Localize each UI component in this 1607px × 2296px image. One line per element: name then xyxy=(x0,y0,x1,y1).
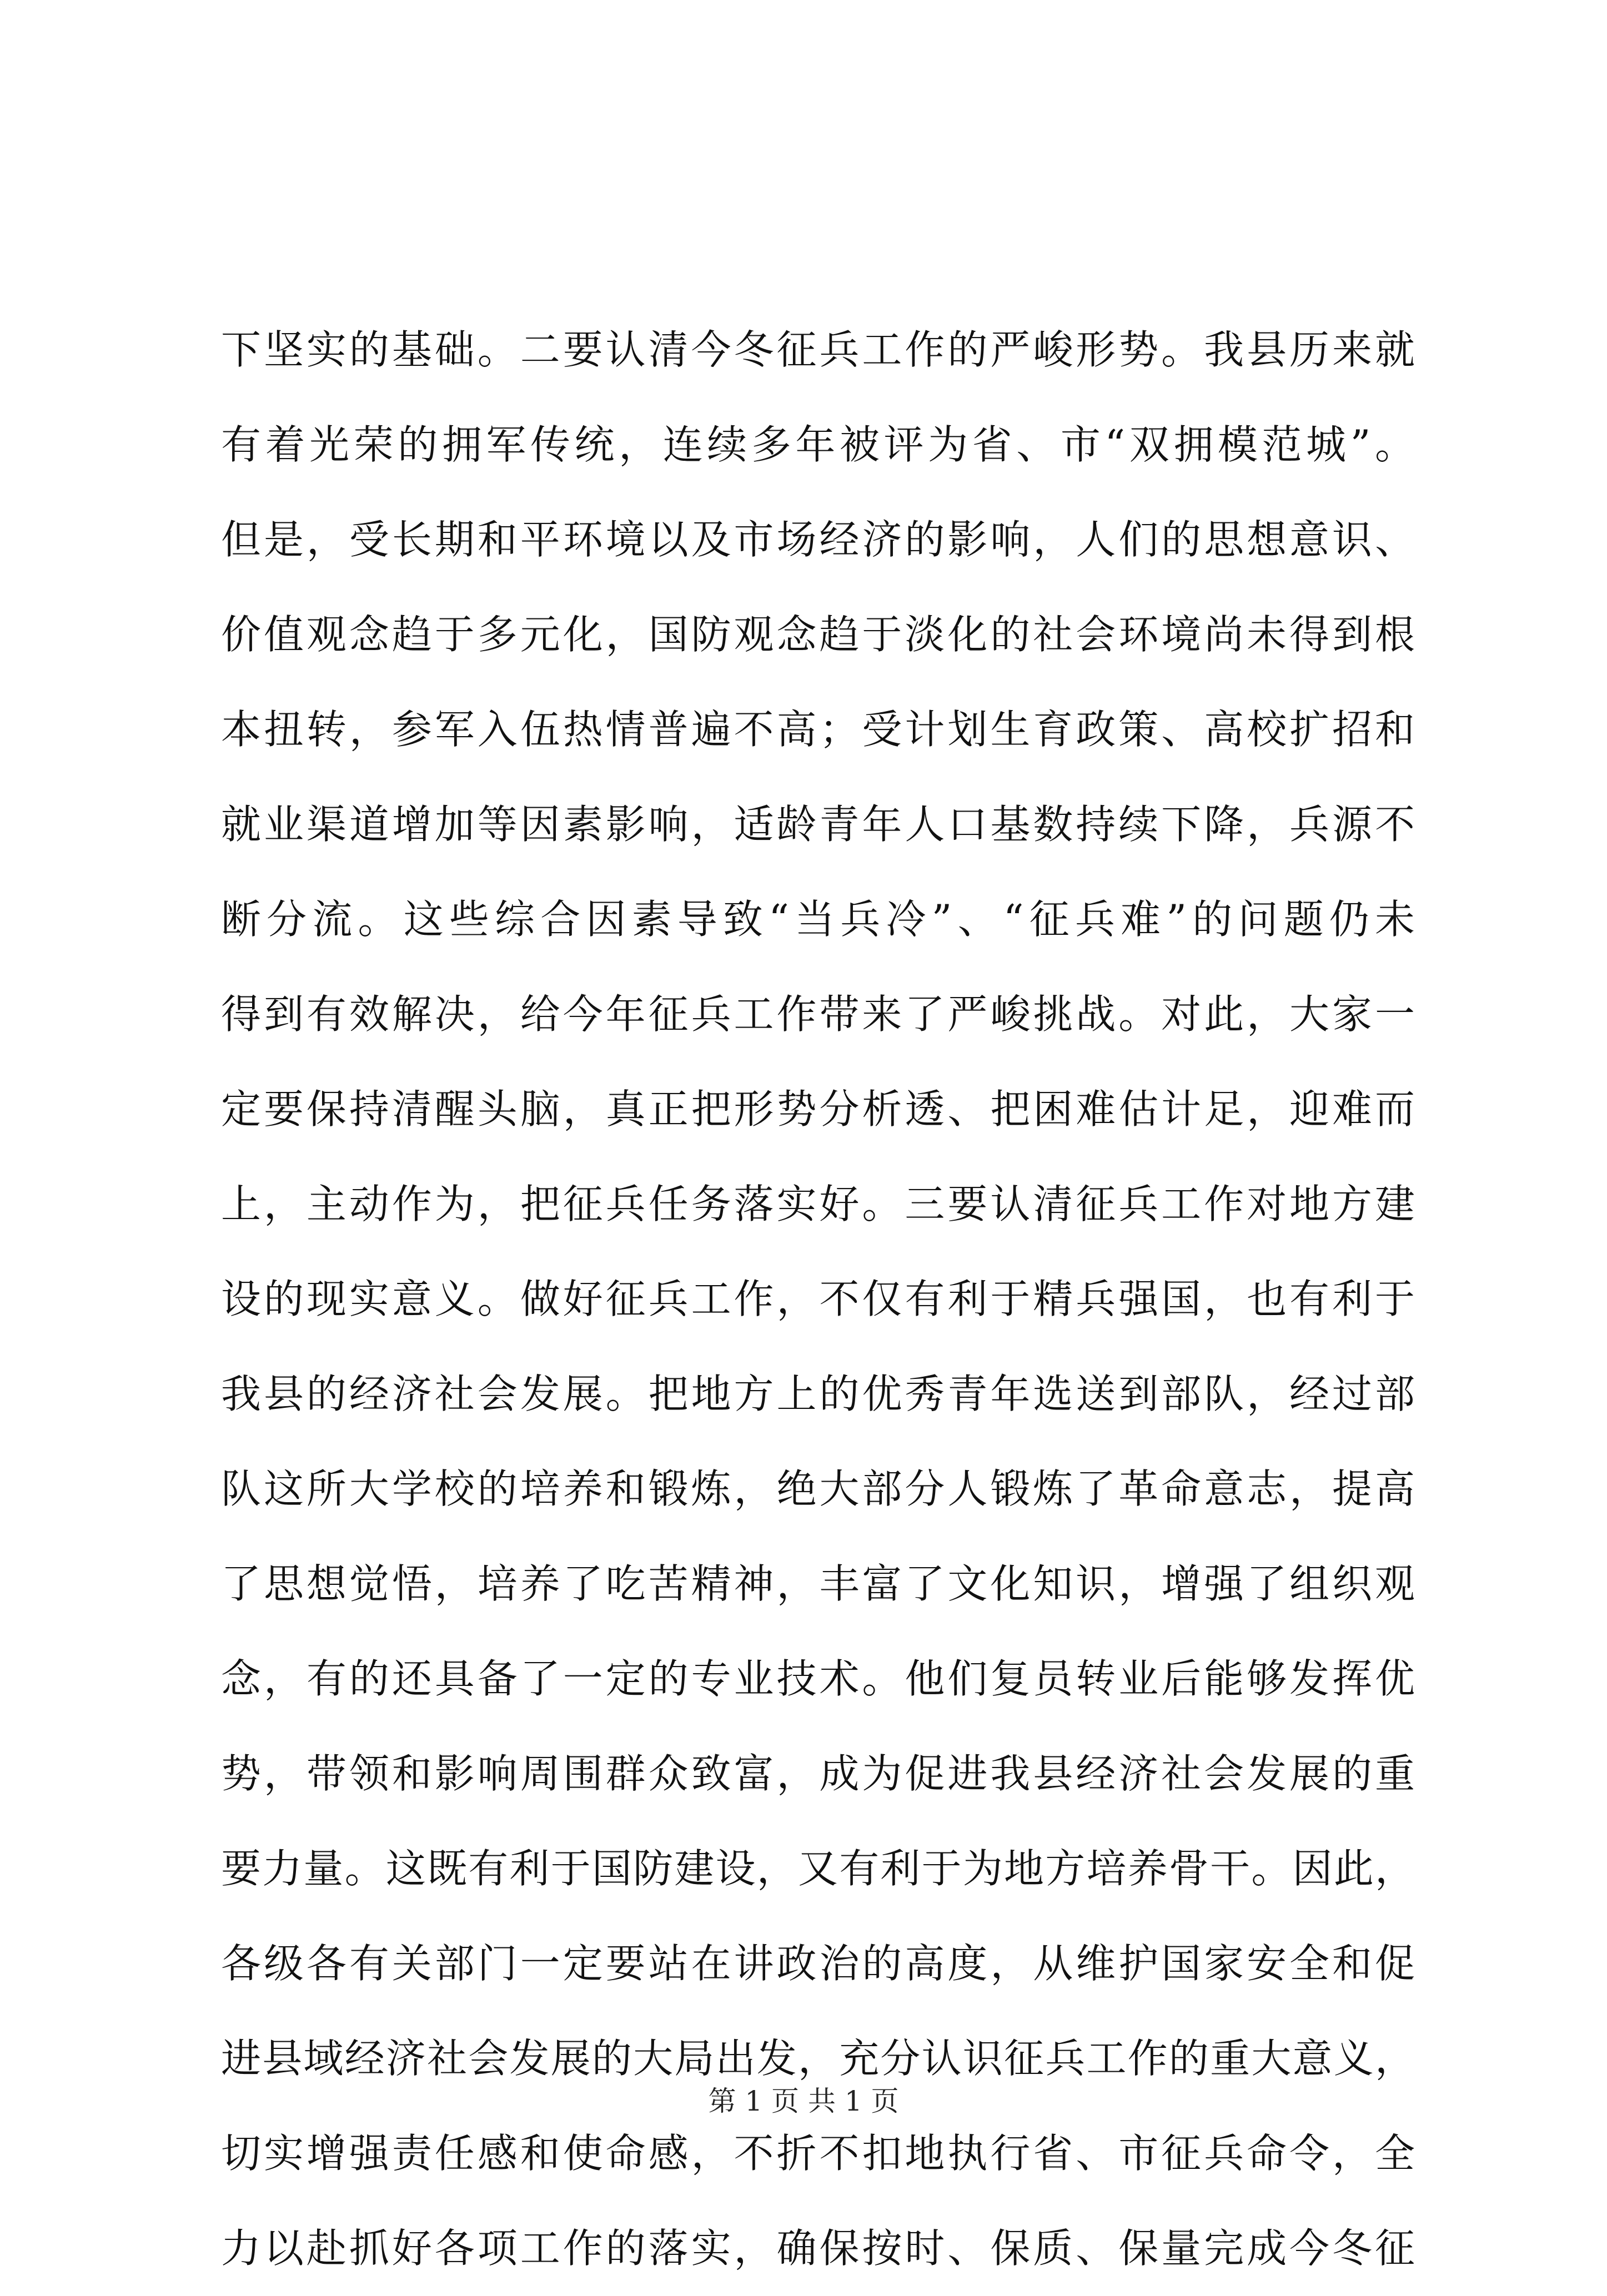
text-line: 各级各有关部门一定要站在讲政治的高度，从维护国家安全和促 xyxy=(221,1940,1415,1987)
text-line: 了思想觉悟，培养了吃苦精神，丰富了文化知识，增强了组织观 xyxy=(221,1560,1415,1607)
text-line: 要力量。这既有利于国防建设，又有利于为地方培养骨干。因此， xyxy=(221,1845,1415,1892)
body-text xyxy=(221,303,1415,2296)
text-line: 设的现实意义。做好征兵工作，不仅有利于精兵强国，也有利于 xyxy=(221,1276,1415,1322)
text-line: 定要保持清醒头脑，真正把形势分析透、把困难估计足，迎难而 xyxy=(221,1086,1415,1132)
text-line: 上，主动作为，把征兵任务落实好。三要认清征兵工作对地方建 xyxy=(221,1181,1415,1227)
text-line: 力以赴抓好各项工作的落实，确保按时、保质、保量完成今冬征 xyxy=(221,2225,1415,2272)
text-line: 有着光荣的拥军传统，连续多年被评为省、市“双拥模范城”。 xyxy=(221,421,1415,468)
text-line: 下坚实的基础。二要认清今冬征兵工作的严峻形势。我县历来就 xyxy=(221,326,1415,373)
text-line: 我县的经济社会发展。把地方上的优秀青年选送到部队，经过部 xyxy=(221,1371,1415,1417)
text-line: 但是，受长期和平环境以及市场经济的影响，人们的思想意识、 xyxy=(221,516,1415,563)
text-line: 本扭转，参军入伍热情普遍不高；受计划生育政策、高校扩招和 xyxy=(221,706,1415,753)
text-line: 势，带领和影响周围群众致富，成为促进我县经济社会发展的重 xyxy=(221,1750,1415,1797)
page-footer: 第 1 页 共 1 页 xyxy=(708,2085,899,2117)
text-line: 得到有效解决，给今年征兵工作带来了严峻挑战。对此，大家一 xyxy=(221,991,1415,1038)
text-line: 队这所大学校的培养和锻炼，绝大部分人锻炼了革命意志，提高 xyxy=(221,1466,1415,1512)
text-line: 切实增强责任感和使命感，不折不扣地执行省、市征兵命令，全 xyxy=(221,2130,1415,2177)
text-line: 进县域经济社会发展的大局出发，充分认识征兵工作的重大意义， xyxy=(221,2035,1415,2082)
text-line: 就业渠道增加等因素影响，适龄青年人口基数持续下降，兵源不 xyxy=(221,801,1415,848)
text-line: 价值观念趋于多元化，国防观念趋于淡化的社会环境尚未得到根 xyxy=(221,611,1415,658)
text-line: 念，有的还具备了一定的专业技术。他们复员转业后能够发挥优 xyxy=(221,1655,1415,1702)
text-line: 断分流。这些综合因素导致“当兵冷”、“征兵难”的问题仍未 xyxy=(221,896,1415,943)
